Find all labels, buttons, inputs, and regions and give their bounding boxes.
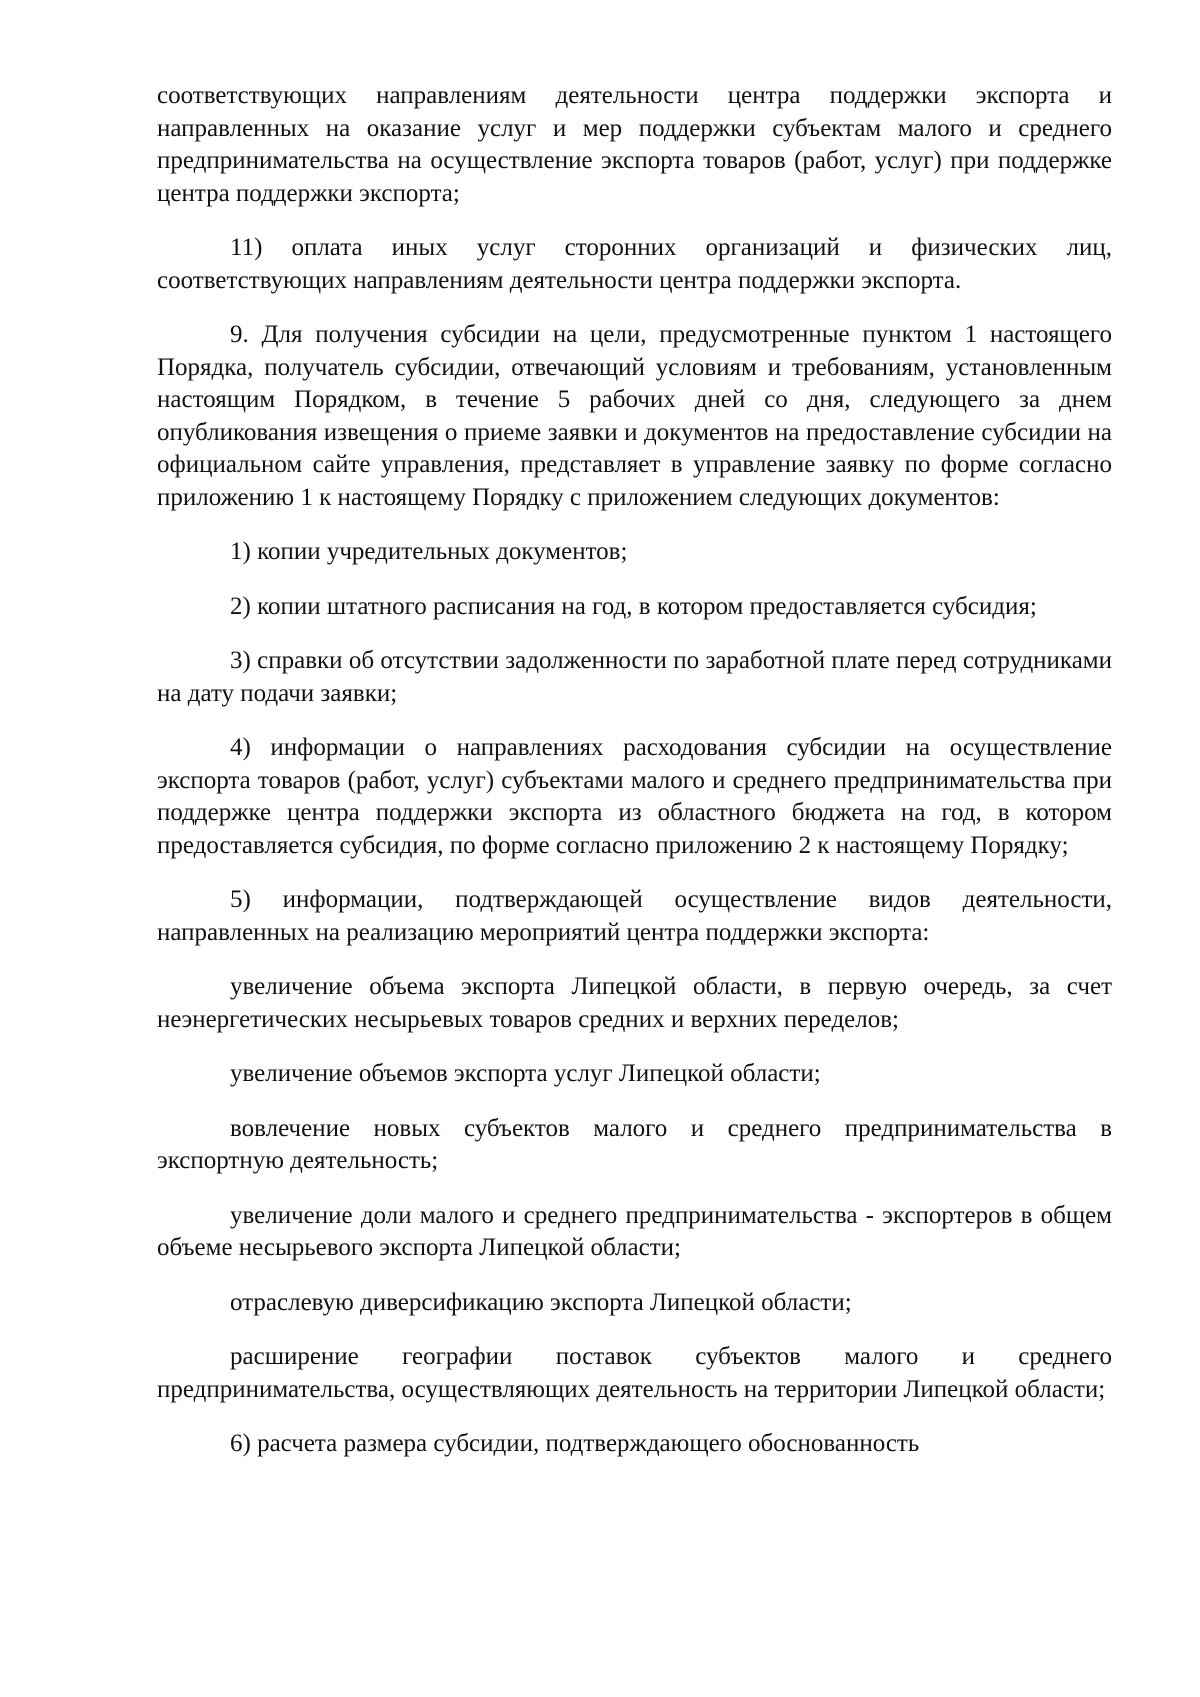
- paragraph-clause-9: 9. Для получения субсидии на цели, предусмотренные пунктом 1 настоящего Порядка, получатель субсидии, отвечающий условиям и требованиям, установленным настоящим Порядком, в течение 5 рабочих дней со дня, следующего за днем опубликования извещения о приеме заявки и документов на предоставление субсидии на официальном сайте управления, представляет в управление заявку по форме согласно приложению 1 к настоящему Порядку с приложением следующих документов:: [157, 321, 1112, 511]
- paragraph-item-6: 6) расчета размера субсидии, подтверждающего обоснованность: [230, 1430, 920, 1457]
- paragraph-subitem-services-export: увеличение объемов экспорта услуг Липецкой области;: [230, 1060, 821, 1087]
- paragraph-item-3: 3) справки об отсутствии задолженности по заработной плате перед сотрудниками на дату подачи заявки;: [157, 647, 1112, 707]
- paragraph-subitem-new-subjects: вовлечение новых субъектов малого и среднего предпринимательства в экспортную деятельность;: [157, 1114, 1112, 1174]
- document-page: [157, 80, 1112, 1461]
- paragraph-continuation: соответствующих направлениям деятельности центра поддержки экспорта и направленных на оказание услуг и мер поддержки субъектам малого и среднего предпринимательства на осуществление экспорта товаров (работ, услуг) при поддержке центра поддержки экспорта;: [157, 82, 1112, 207]
- paragraph-item-1: 1) копии учредительных документов;: [230, 538, 628, 565]
- paragraph-item-5: 5) информации, подтверждающей осуществление видов деятельности, направленных на реализацию мероприятий центра поддержки экспорта:: [157, 886, 1112, 946]
- paragraph-subitem-diversification: отраслевую диверсификацию экспорта Липецкой области;: [230, 1288, 852, 1316]
- paragraph-item-4: 4) информации о направлениях расходования субсидии на осуществление экспорта товаров (работ, услуг) субъектами малого и среднего предпринимательства при поддержке центра поддержки экспорта из областного бюджета на год, в котором предоставляется субсидия, по форме согласно приложению 2 к настоящему Порядку;: [157, 734, 1112, 859]
- paragraph-subitem-export-volume: увеличение объема экспорта Липецкой области, в первую очередь, за счет неэнергетических несырьевых товаров средних и верхних переделов;: [157, 973, 1112, 1033]
- paragraph-subitem-geography: расширение географии поставок субъектов малого и среднего предпринимательства, осуществляющих деятельность на территории Липецкой области;: [157, 1343, 1112, 1403]
- paragraph-item-2: 2) копии штатного расписания на год, в котором предоставляется субсидия;: [230, 592, 1037, 620]
- paragraph-item-11: 11) оплата иных услуг сторонних организаций и физических лиц, соответствующих направлениям деятельности центра поддержки экспорта.: [157, 234, 1112, 294]
- paragraph-subitem-share-increase: увеличение доли малого и среднего предпринимательства - экспортеров в общем объеме несырьевого экспорта Липецкой области;: [157, 1201, 1112, 1261]
